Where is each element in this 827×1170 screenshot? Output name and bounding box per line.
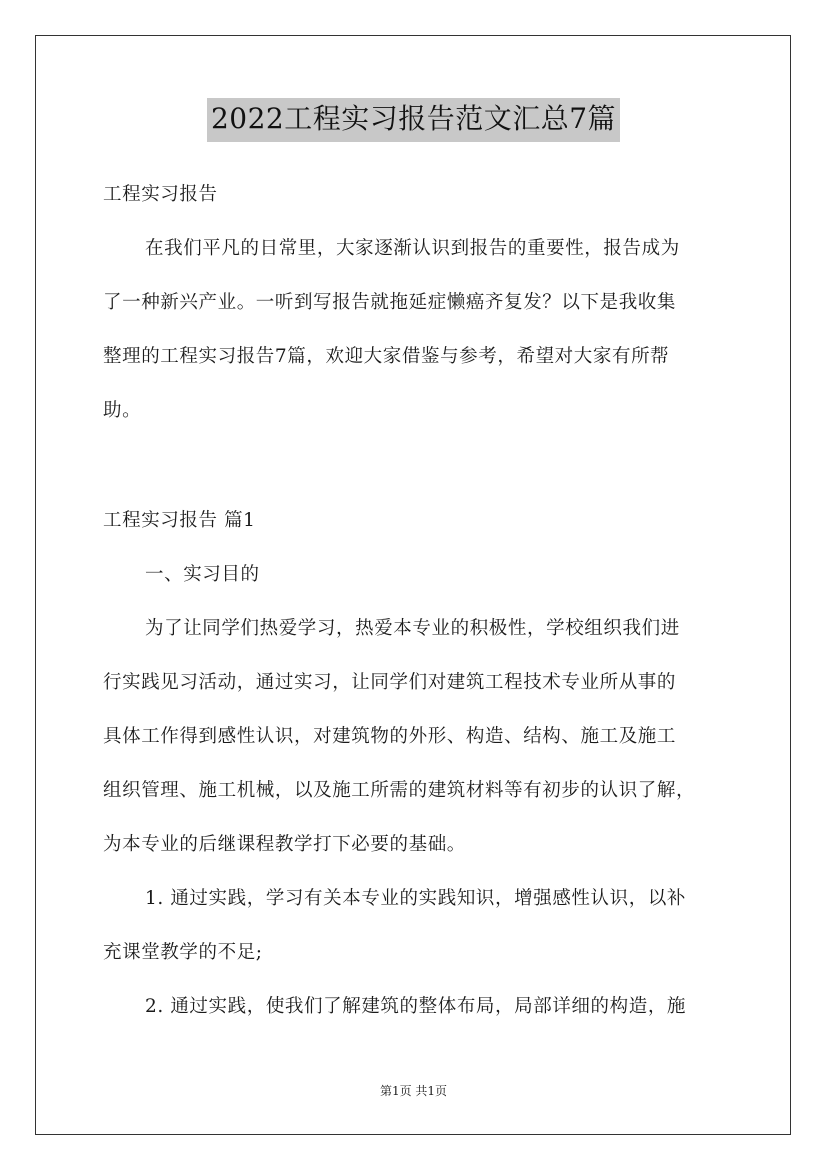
intro-line-1: 在我们平凡的日常里，大家逐渐认识到报告的重要性，报告成为 — [145, 238, 680, 259]
chapter-heading: 工程实习报告 篇1 — [103, 510, 256, 531]
list-item-2-line-1: 2. 通过实践，使我们了解建筑的整体布局，局部详细的构造，施 — [145, 996, 687, 1017]
body-line-4: 组织管理、施工机械，以及施工所需的建筑材料等有初步的认识了解， — [103, 780, 696, 801]
body-line-1: 为了让同学们热爱学习，热爱本专业的积极性，学校组织我们进 — [145, 618, 680, 639]
list-item-1-line-1: 1. 通过实践，学习有关本专业的实践知识，增强感性认识，以补 — [145, 888, 687, 909]
body-line-2: 行实践见习活动，通过实习，让同学们对建筑工程技术专业所从事的 — [103, 672, 677, 693]
section-heading: 工程实习报告 — [103, 184, 218, 205]
intro-line-3: 整理的工程实习报告7篇，欢迎大家借鉴与参考，希望对大家有所帮 — [103, 346, 670, 367]
body-line-3: 具体工作得到感性认识，对建筑物的外形、构造、结构、施工及施工 — [103, 726, 677, 747]
list-item-1-line-2: 充课堂教学的不足; — [103, 942, 263, 963]
subsection-heading: 一、实习目的 — [145, 564, 260, 585]
page-footer: 第1页 共1页 — [379, 1084, 448, 1098]
intro-line-2: 了一种新兴产业。一听到写报告就拖延症懒癌齐复发？以下是我收集 — [103, 292, 677, 313]
intro-line-4: 助。 — [103, 400, 142, 421]
document-title: 2022工程实习报告范文汇总7篇 — [207, 98, 620, 142]
body-line-5: 为本专业的后继课程教学打下必要的基础。 — [103, 834, 466, 855]
title-container — [0, 98, 827, 142]
